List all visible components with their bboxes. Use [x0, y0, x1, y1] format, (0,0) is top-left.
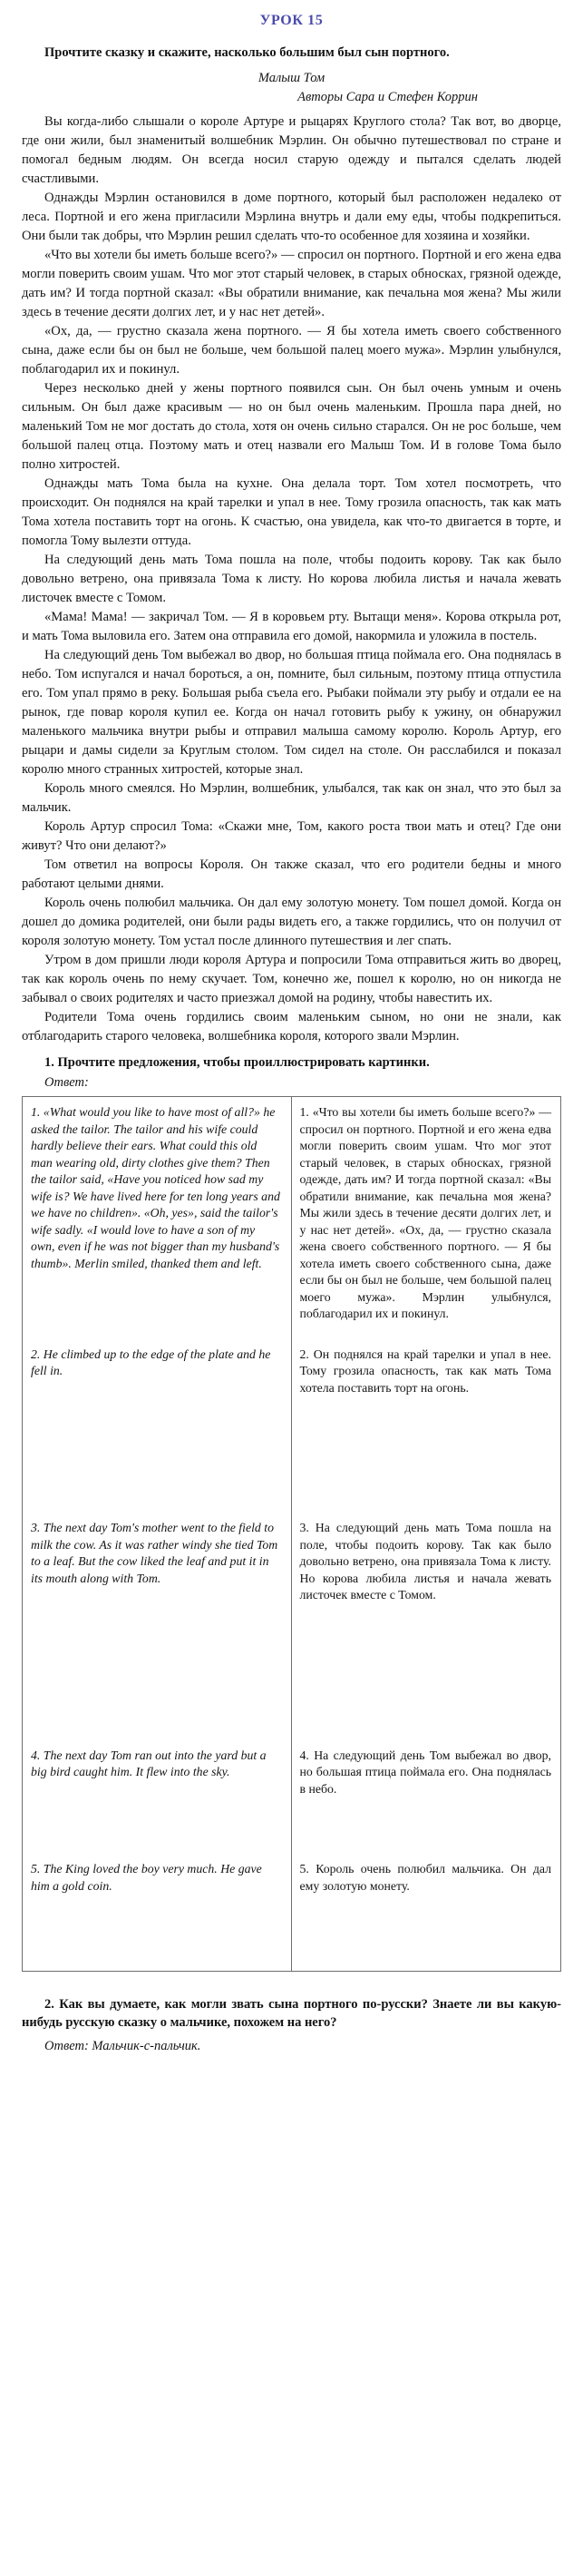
answer-table-cell-english: 5. The King loved the boy very much. He gave him a gold coin. — [23, 1854, 292, 1971]
story-paragraph: Однажды мать Тома была на кухне. Она делала торт. Том хотел посмотреть, что происходит. Он поднялся на край тарелки и упал в нее. Тому грозила опасность, так как мать Тома хотела поставить торт на огонь. К счастью, она увидела, как что-то двигается в торте, и помогла Тому вылезти оттуда. — [22, 476, 561, 548]
exercise-2-answer-label: Ответ: — [44, 2039, 89, 2053]
story-paragraph: Через несколько дней у жены портного появился сын. Он был очень умным и очень сильным. Он был даже красивым — но он был очень маленьким. Прошла пара дней, но маленький Том не мог достать до стола, хотя он очень сильно старался. Он не рос больше, чем большой палец отца. Поэтому мать и отец назвали его Малыш Том. И в голове Тома было полно хитростей. — [22, 381, 561, 472]
answer-table-cell-russian: 3. На следующий день мать Тома пошла на поле, чтобы подоить корову. Так как было довольно ветрено, она привязала Тома к листу. Но корова любила листья и начала жевать листочек вместе с Томом. — [299, 1521, 551, 1601]
story-authors: Авторы Сара и Стефен Коррин — [297, 90, 478, 104]
answer-table-cell-russian: 1. «Что вы хотели бы иметь больше всего?» — спросил он портного. Портной и его жена едва могли поверить своим ушам. Что мог этот старый человек, в старых обносках, грязной одежде, дать им? И тогда портной сказал: «Вы обратили внимание, как печальна моя жена? Мы жили здесь в течение десяти долгих лет, и у нас нет детей». «Ох, да, — грустно сказала жена своего собственного портного. — Я бы хотела иметь своего собственного сына, даже если бы он был не больше, чем большой палец моего мужа». Мэрлин улыбнулся, поблагодарил их и покинул. — [299, 1105, 551, 1320]
story-paragraph: Король много смеялся. Но Мэрлин, волшебник, улыбался, так как он знал, что это был за мальчик. — [22, 781, 561, 815]
story-paragraph: «Ох, да, — грустно сказала жена портного. — Я бы хотела иметь своего собственного сына, даже если бы он был не больше, чем большой палец моего мужа». Мэрлин улыбнулся, поблагодарил их и покинул. — [22, 324, 561, 377]
story-paragraphs — [22, 113, 561, 1046]
story-paragraph: «Мама! Мама! — закричал Том. — Я в коровьем рту. Вытащи меня». Корова открыла рот, и мать Тома выловила его. Затем она отправила его домой, накормила и уложила в постель. — [22, 610, 561, 643]
exercise-1-label: 1. Прочтите предложения, чтобы проиллюстрировать картинки. — [44, 1055, 430, 1070]
story-paragraph: На следующий день мать Тома пошла на поле, чтобы подоить корову. Так как было довольно ветрено, она привязала Тома к листу. Но корова любила листья и начала жевать листочек вместе с Томом. — [22, 553, 561, 605]
exercise-2-answer — [22, 2037, 561, 2055]
story-paragraph: Родители Тома очень гордились своим маленьким сыном, но они не знали, как отблагодарить старого человека, волшебника короля, которого звали Мэрлин. — [22, 1010, 561, 1043]
story-paragraph: Том ответил на вопросы Короля. Он также сказал, что его родители бедны и много работают целыми днями. — [22, 857, 561, 891]
answer-table-cell-russian: 2. Он поднялся на край тарелки и упал в нее. Тому грозила опасность, так как мать Тома хотела поставить торт на огонь. — [299, 1347, 551, 1395]
answer-table-cell-russian: 5. Король очень полюбил мальчика. Он дал ему золотую монету. — [299, 1862, 551, 1893]
answer-table-cell-english: 2. He climbed up to the edge of the plate and he fell in. — [23, 1339, 292, 1513]
story-paragraph: Вы когда-либо слышали о короле Артуре и рыцарях Круглого стола? Так вот, во дворце, где они жили, был знаменитый волшебник Мэрлин. Он обычно путешествовал по стране и помогал бедным людям. Он всегда носил старую одежду и пытался сделать людей счастливыми. — [22, 114, 561, 186]
answer-table-cell-english: 4. The next day Tom ran out into the yard but a big bird caught him. It flew into the sky. — [23, 1740, 292, 1855]
story-paragraph: Однажды Мэрлин остановился в доме портного, который был расположен недалеко от леса. Портной и его жена пригласили Мэрлина внутрь и дали ему еды, чтобы подкрепиться. Они были так добры, что Мэрлин решил сделать что-то особенное для хозяина и хозяйки. — [22, 191, 561, 243]
story-title: Малыш Том — [257, 71, 326, 85]
lesson-title: УРОК 15 — [259, 13, 324, 28]
exercise-1-answer-label: Ответ: — [44, 1075, 89, 1090]
answer-table-cell-english: 3. The next day Tom's mother went to the field to milk the cow. As it was rather windy she tied Tom to a leaf. But the cow liked the leaf and put it in its mouth along with Tom. — [23, 1513, 292, 1740]
task-1-instruction: Прочтите сказку и скажите, насколько большим был сын портного. — [44, 45, 450, 60]
story-paragraph: Утром в дом пришли люди короля Артура и попросили Тома отправиться жить во дворец, так как король очень по нему скучает. Том, конечно же, пошел к королю, но он никогда не забывал о своих родителях и часто приезжал домой на родину, чтобы навестить их. — [22, 953, 561, 1005]
exercise-2-answer-text: Мальчик-с-пальчик. — [92, 2039, 201, 2053]
answer-table — [22, 1096, 561, 1972]
story-paragraph: Король Артур спросил Тома: «Скажи мне, Том, какого роста твои мать и отец? Где они живут? Что они делают?» — [22, 819, 561, 853]
answer-table-cell-english: 1. «What would you like to have most of all?» he asked the tailor. The tailor and his wife could hardly believe their ears. What could this old man wearing old, dirty clothes give them? Then the tailor said, «Have you noticed how sad my wife is? We have lived here for ten long years and we have no children». «Oh, yes», said the tailor's wife sadly. «I would love to have a son of my own, even if he was not bigger than my husband's thumb». Merlin smiled, thanked them and left. — [23, 1097, 292, 1339]
exercise-2-label: 2. Как вы думаете, как могли звать сына портного по-русски? Знаете ли вы какую-нибудь русскую сказку о мальчике, похожем на него? — [22, 1997, 561, 2030]
story-paragraph: На следующий день Том выбежал во двор, но большая птица поймала его. Она поднялась в небо. Том испугался и начал бороться, а он, помните, был сильным, поэтому птица отпустила его. Том упал прямо в реку. Большая рыба съела его. Рыбаки поймали эту рыбу и отдали ее на рынок, где повар короля купил ее. Когда он начал готовить рыбу к ужину, он обнаружил маленького мальчика внутри рыбы и отправил малыша самому королю. Король Артур, его рыцари и дамы сидели за Круглым столом. Том сидел на столе. Он расслабился и показал королю много странных хитростей, которые знал. — [22, 648, 561, 777]
story-paragraph: Король очень полюбил мальчика. Он дал ему золотую монету. Том пошел домой. Когда он дошел до домика родителей, они были рады видеть его, а также гордились, что он получил от короля золотую монету. Том устал после длинного путешествия и лег спать. — [22, 896, 561, 948]
answer-table-cell-russian: 4. На следующий день Том выбежал во двор, но большая птица поймала его. Она поднялась в небо. — [299, 1748, 551, 1796]
story-paragraph: «Что вы хотели бы иметь больше всего?» — спросил он портного. Портной и его жена едва могли поверить своим ушам. Что мог этот старый человек, в старых обносках, грязной одежде, дать им? И тогда портной сказал: «Вы обратили внимание, как печальна моя жена? Мы жили здесь в течение десяти долгих лет, и у нас нет детей». — [22, 248, 561, 319]
